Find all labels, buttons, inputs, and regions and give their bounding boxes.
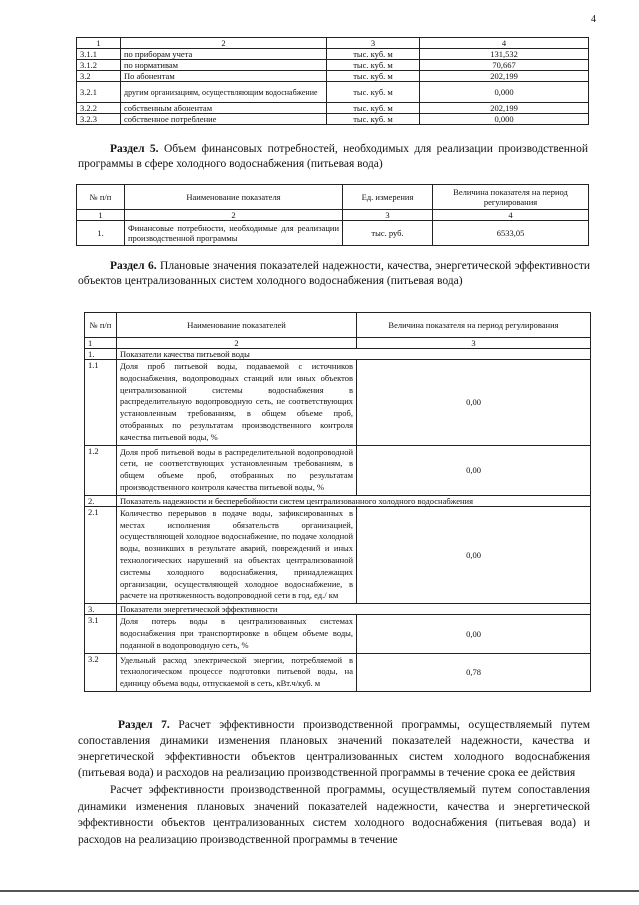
row-unit: тыс. куб. м	[327, 49, 420, 60]
indicators-table	[84, 312, 591, 692]
table-row	[77, 114, 589, 125]
page-number: 4	[591, 14, 596, 25]
table-row	[77, 49, 589, 60]
row-value: 131,532	[420, 49, 589, 60]
table-row	[77, 71, 589, 82]
row-name: По абонентам	[121, 71, 327, 82]
row-number: 3.1.1	[77, 49, 121, 60]
row-unit: тыс. руб.	[343, 221, 433, 246]
row-value: 70,667	[420, 60, 589, 71]
header-cell: Наименование показателей	[117, 313, 357, 338]
table-header-cell: 4	[420, 38, 589, 49]
page-edge-line	[0, 890, 639, 892]
volume-table	[76, 37, 589, 125]
table-header-row	[77, 38, 589, 49]
row-name: собственным абонентам	[121, 103, 327, 114]
section5-heading	[78, 142, 588, 172]
row-description: Доля потерь воды в централизованных системах водоснабжения при транспортировке в общем объеме воды, поданной в водопроводную сеть, %	[117, 615, 357, 653]
table-row	[77, 221, 589, 246]
header-cell: № п/п	[77, 185, 125, 210]
row-name: по нормативам	[121, 60, 327, 71]
group-number: 3.	[85, 604, 117, 615]
row-description: Количество перерывов в подаче воды, зафиксированных в местах исполнения обязательств организацией, осуществляющей холодное водоснабжение, по подаче холодной воды, возникших в результате аварий, повреждений и иных технологических нарушений на объектах централизованной системы холодного водоснабжения, принадлежащих организации, осуществляющей холодное водоснабжение, в расчете на протяженность водопроводной сети в год, ед./ км	[117, 506, 357, 603]
table-row	[85, 360, 591, 446]
row-name: по приборам учета	[121, 49, 327, 60]
finance-table	[76, 184, 589, 246]
table-number-row	[77, 210, 589, 221]
table-row	[85, 653, 591, 691]
row-number: 3.1	[85, 615, 117, 653]
section7-title: Расчет эффективности производственной программы, осуществляемый путем сопоставления динамики изменения плановых значений показателей надежности, качества и энергетической эффективности объектов централизованных систем холодного водоснабжения (питьевая вода) и расходов на реализацию производственной программы в течение срока ее действия	[78, 719, 590, 779]
section5-title: Объем финансовых потребностей, необходимых для реализации производственной программы в сфере холодного водоснабжения (питьевая вода)	[78, 143, 588, 170]
row-value: 0,00	[357, 445, 591, 495]
group-row	[85, 604, 591, 615]
group-number: 1.	[85, 349, 117, 360]
table-number-row	[85, 338, 591, 349]
row-unit: тыс. куб. м	[327, 71, 420, 82]
row-number: 3.2	[77, 71, 121, 82]
group-title: Показатели качества питьевой воды	[117, 349, 591, 360]
row-number: 3.2.3	[77, 114, 121, 125]
row-number: 3.2.1	[77, 82, 121, 103]
row-unit: тыс. куб. м	[327, 60, 420, 71]
row-number: 1.2	[85, 445, 117, 495]
section7-heading	[78, 717, 590, 781]
row-name: собственное потребление	[121, 114, 327, 125]
row-value: 0,00	[357, 360, 591, 446]
column-number: 2	[125, 210, 343, 221]
row-number: 1.1	[85, 360, 117, 446]
row-unit: тыс. куб. м	[327, 103, 420, 114]
table-header-cell: 2	[121, 38, 327, 49]
table-row	[77, 103, 589, 114]
header-cell: Наименование показателя	[125, 185, 343, 210]
group-number: 2.	[85, 495, 117, 506]
table-row	[85, 506, 591, 603]
group-row	[85, 495, 591, 506]
header-cell: Величина показателя на период регулирования	[357, 313, 591, 338]
column-number: 1	[77, 210, 125, 221]
row-value: 0,00	[357, 506, 591, 603]
section5-label: Раздел 5.	[110, 143, 159, 155]
section6-heading	[78, 259, 590, 289]
row-value: 202,199	[420, 103, 589, 114]
row-number: 2.1	[85, 506, 117, 603]
row-value: 0,000	[420, 82, 589, 103]
row-number: 3.2.2	[77, 103, 121, 114]
row-number: 3.1.2	[77, 60, 121, 71]
table-header-cell: 1	[77, 38, 121, 49]
table-header-cell: 3	[327, 38, 420, 49]
table-row	[77, 82, 589, 103]
group-title: Показатель надежности и бесперебойности систем централизованного холодного водоснабжения	[117, 495, 591, 506]
header-cell: № п/п	[85, 313, 117, 338]
section6-title: Плановые значения показателей надежности, качества, энергетической эффективности объектов централизованных систем холодного водоснабжения (питьевая вода)	[78, 260, 591, 287]
row-description: Доля проб питьевой воды в распределительной водопроводной сети, не соответствующих установленным требованиям, в общем объеме проб, отобранных по результатам производственного контроля качества питьевой воды, %	[117, 445, 357, 495]
column-number: 3	[343, 210, 433, 221]
header-cell: Ед. измерения	[343, 185, 433, 210]
table-row	[77, 60, 589, 71]
row-unit: тыс. куб. м	[327, 82, 420, 103]
table-header-row	[77, 185, 589, 210]
column-number: 4	[433, 210, 589, 221]
row-value: 0,000	[420, 114, 589, 125]
row-unit: тыс. куб. м	[327, 114, 420, 125]
row-number: 1.	[77, 221, 125, 246]
section6-label: Раздел 6.	[110, 260, 157, 272]
table-row	[85, 445, 591, 495]
header-cell: Величина показателя на период регулирования	[433, 185, 589, 210]
column-number: 2	[117, 338, 357, 349]
column-number: 1	[85, 338, 117, 349]
row-number: 3.2	[85, 653, 117, 691]
table-header-row	[85, 313, 591, 338]
column-number: 3	[357, 338, 591, 349]
group-row	[85, 349, 591, 360]
row-value: 0,78	[357, 653, 591, 691]
row-name: другим организациям, осуществляющим водоснабжение	[121, 82, 327, 103]
group-title: Показатели энергетической эффективности	[117, 604, 591, 615]
section7-label: Раздел 7.	[118, 719, 170, 731]
row-value: 0,00	[357, 615, 591, 653]
row-value: 202,199	[420, 71, 589, 82]
row-description: Удельный расход электрической энергии, потребляемой в технологическом процессе подготовки питьевой воды, на единицу объема воды, отпускаемой в сеть, кВт.ч/куб. м	[117, 653, 357, 691]
row-name: Финансовые потребности, необходимые для реализации производственной программы	[125, 221, 343, 246]
row-value: 6533,05	[433, 221, 589, 246]
table-row	[85, 615, 591, 653]
row-description: Доля проб питьевой воды, подаваемой с источников водоснабжения, водопроводных станций или иных объектов централизованной системы водоснабжения в распределительную водопроводную сеть, не соответствующих установленным требованиям, в общем объеме проб, отобранных по результатам производственного контроля качества питьевой воды, %	[117, 360, 357, 446]
section7-paragraph: Расчет эффективности производственной программы, осуществляемый путем сопоставления динамики изменения плановых значений показателей надежности, качества и энергетической эффективности объектов централизованных систем холодного водоснабжения (питьевая вода) и расходов на реализацию производственной программы в течение	[78, 784, 590, 846]
